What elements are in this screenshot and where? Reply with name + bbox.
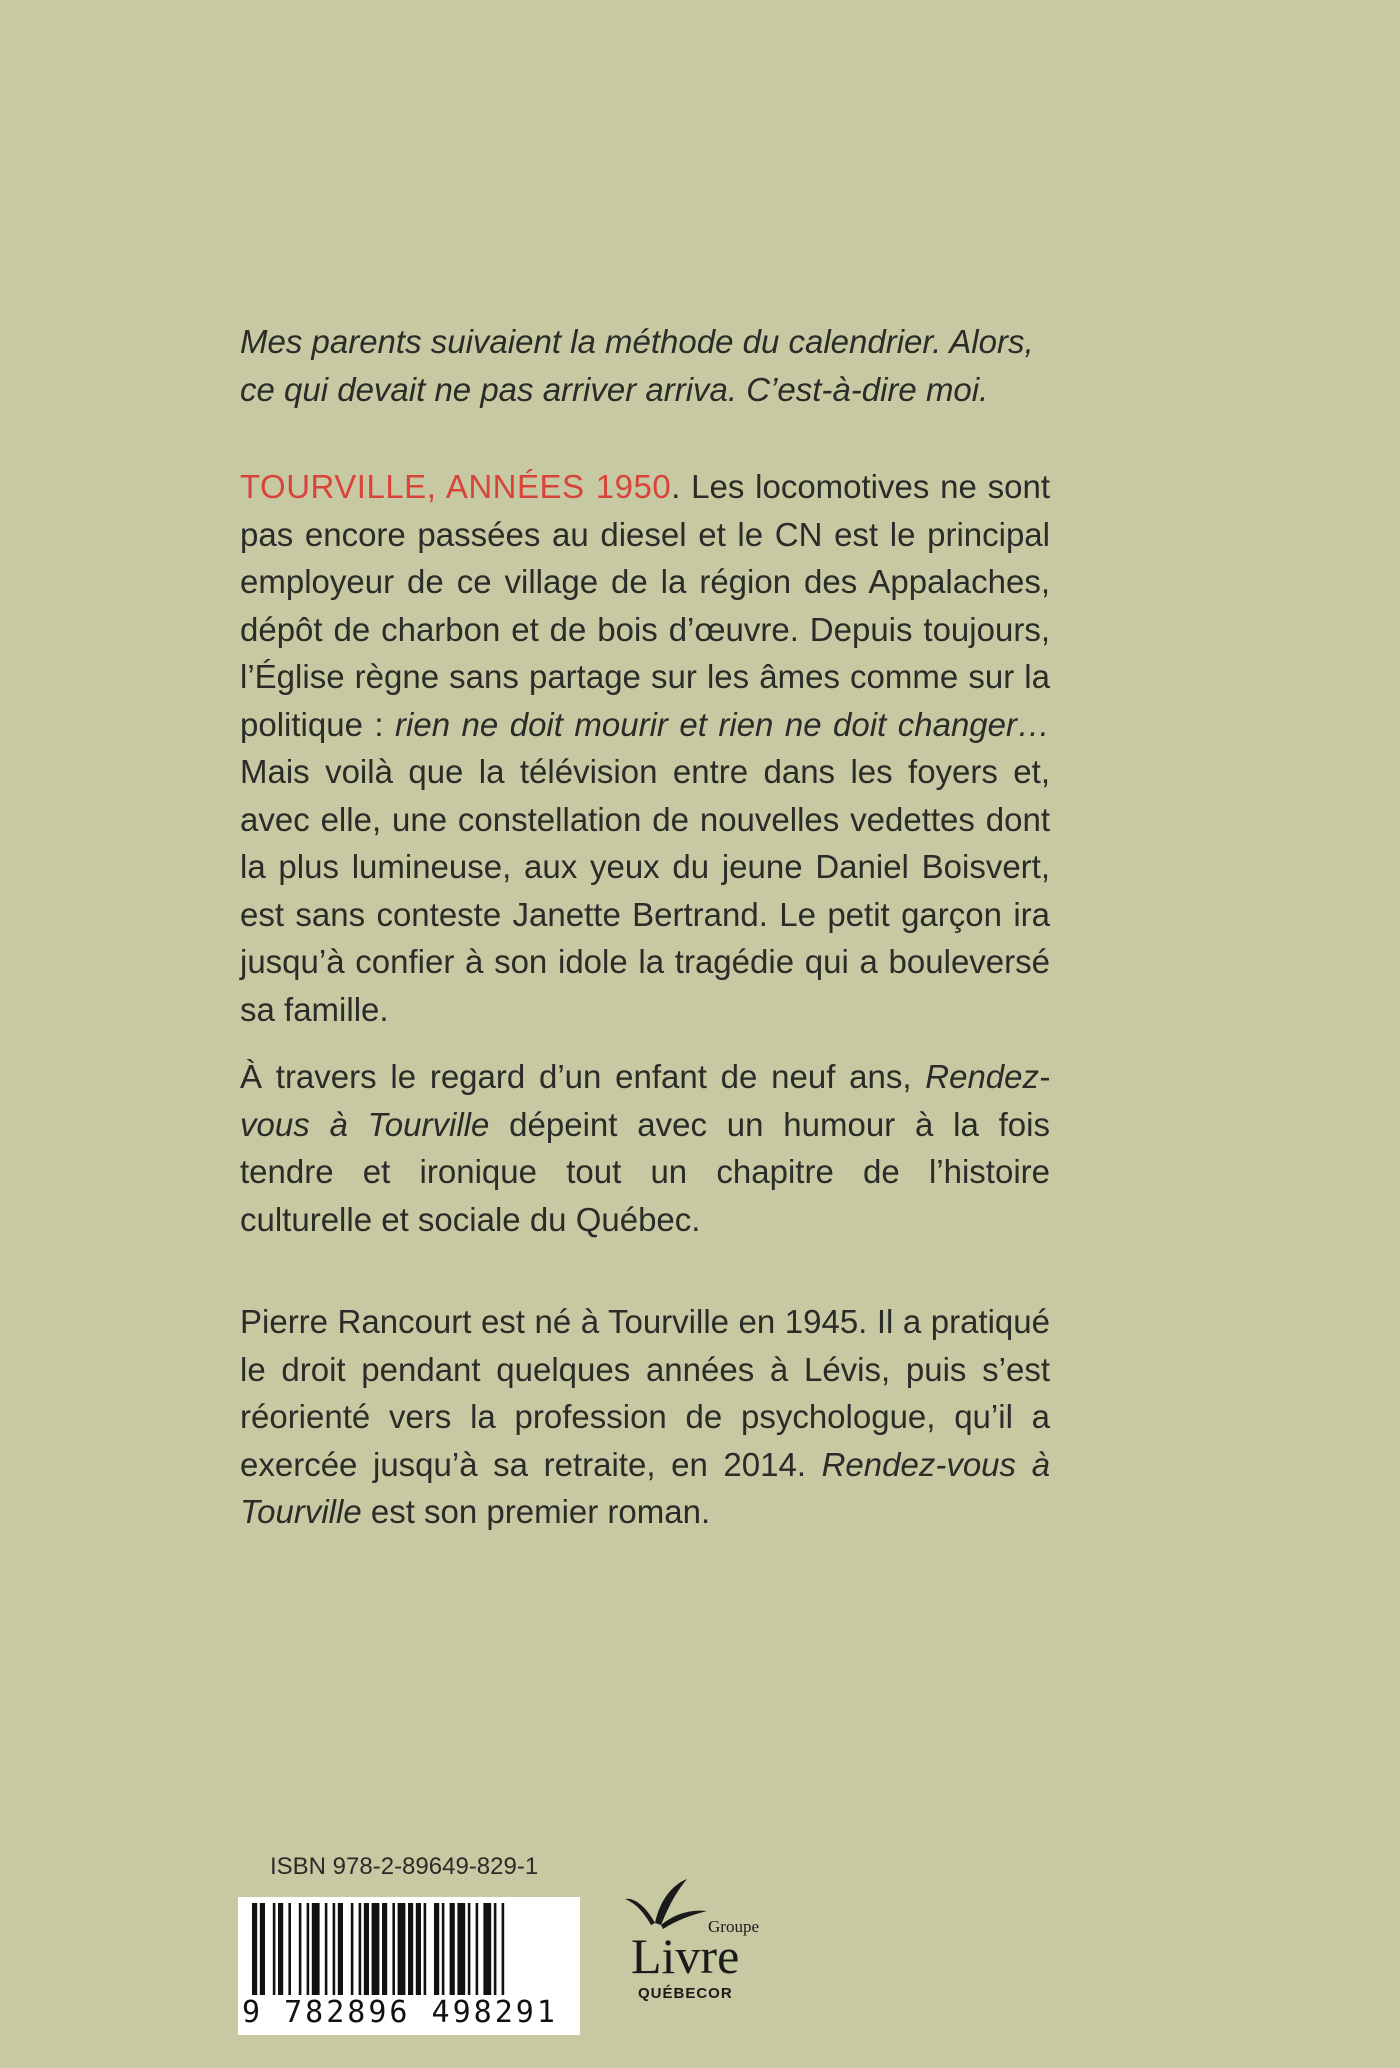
barcode-bar (325, 1903, 328, 1995)
bio-text-1: Pierre Rancourt est né à Tourville en 1945. Il a pratiqué le droit pendant quelques années à Lévis, puis s’est réorienté vers la profession de psychologue, qu’il a exercée jusqu’à sa retraite, en 2014. (240, 1303, 1050, 1483)
barcode-bar (392, 1903, 395, 1995)
barcode-bar (278, 1903, 283, 1995)
barcode (238, 1897, 580, 2035)
blurb-paragraph-1 (240, 463, 1050, 1033)
barcode-digits: 9 782896 498291 (242, 1995, 558, 2030)
barcode-bar (273, 1903, 276, 1995)
barcode-bar (450, 1903, 455, 1995)
blurb-paragraph-2 (240, 1053, 1050, 1243)
barcode-bar (442, 1903, 445, 1995)
blurb (240, 463, 1050, 1243)
barcode-bar (338, 1903, 343, 1995)
barcode-bar (364, 1903, 369, 1995)
author-bio-paragraph (240, 1298, 1050, 1536)
barcode-bar (468, 1903, 471, 1995)
barcode-bar (288, 1903, 291, 1995)
logo-quebecor: QUÉBECOR (638, 1985, 733, 2002)
barcode-bar (408, 1903, 413, 1995)
logo-livre: Livre (631, 1928, 740, 1984)
barcode-bar (307, 1903, 310, 1995)
publisher-logo (605, 1875, 765, 2035)
barcode-bars (252, 1903, 566, 1995)
setting-heading: TOURVILLE, ANNÉES 1950 (240, 468, 672, 505)
epigraph (240, 318, 1050, 413)
barcode-bar (299, 1903, 302, 1995)
barcode-bar (457, 1903, 465, 1995)
author-bio (240, 1298, 1050, 1536)
blurb-p1-text-2: Mais voilà que la télévision entre dans les foyers et, avec elle, une constellation de nouvelles vedettes dont la plus lumineuse, aux yeux du jeune Daniel Boisvert, est sans conteste Janette Bertrand. Le petit garçon ira jusqu’à confier à son idole la tragédie qui a bouleversé sa famille. (240, 753, 1050, 1028)
blurb-p1-italic: rien ne doit mourir et rien ne doit changer… (395, 705, 1050, 743)
barcode-bar (502, 1903, 505, 1995)
bird-icon (615, 1875, 715, 1935)
logo-groupe: Groupe (708, 1917, 759, 1936)
barcode-bar (416, 1903, 421, 1995)
blurb-p2-text-1: À travers le regard d’un enfant de neuf ans, (240, 1058, 926, 1095)
barcode-bar (260, 1903, 265, 1995)
barcode-bar (398, 1903, 406, 1995)
barcode-bar (372, 1903, 380, 1995)
barcode-bar (424, 1903, 427, 1995)
barcode-bar (494, 1903, 497, 1995)
barcode-bar (333, 1903, 336, 1995)
barcode-bar (476, 1903, 479, 1995)
book-title-italic: Rendez-vous à Tourville (240, 1058, 1050, 1143)
bio-book-title: Rendez-vous à Tourville (240, 1445, 1050, 1530)
barcode-bar (434, 1903, 439, 1995)
epigraph-line-1: Mes parents suivaient la méthode du calendrier. Alors, (240, 323, 1034, 360)
barcode-bar (252, 1903, 257, 1995)
barcode-bar (312, 1903, 320, 1995)
barcode-bar (483, 1903, 491, 1995)
barcode-bar (359, 1903, 362, 1995)
epigraph-line-2: ce qui devait ne pas arriver arriva. C’est-à-dire moi. (240, 370, 989, 408)
blurb-p2-text-2: dépeint avec un humour à la fois tendre et ironique tout un chapitre de l’histoire culturelle et sociale du Québec. (240, 1105, 1050, 1238)
blurb-p1-text-1: . Les locomotives ne sont pas encore passées au diesel et le CN est le principal employeur de ce village de la région des Appalaches, dépôt de charbon et de bois d’œuvre. Depuis toujours, l’Église règne sans partage sur les âmes comme sur la politique : (240, 468, 1050, 743)
barcode-bar (382, 1903, 387, 1995)
isbn-label: ISBN 978-2-89649-829-1 (270, 1853, 539, 1880)
bio-text-2: est son premier roman. (361, 1493, 711, 1530)
barcode-bar (351, 1903, 354, 1995)
